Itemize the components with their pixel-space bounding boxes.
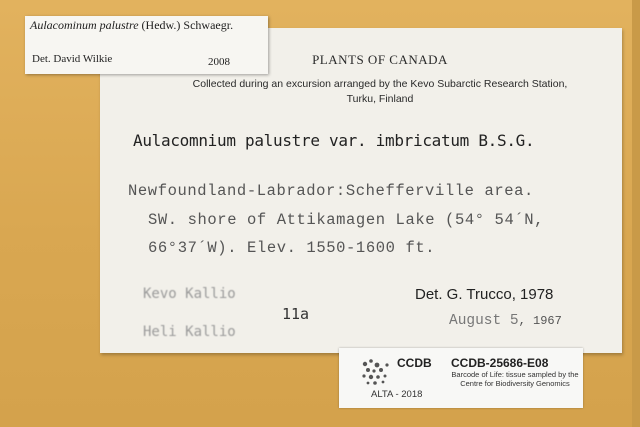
collector-faded-2: Heli Kallio <box>143 324 236 340</box>
barcode-note: Barcode of Life: tissue sampled by the Centre for Biodiversity Genomics <box>451 370 579 388</box>
locality-line-3: 66°37´W). Elev. 1550-1600 ft. <box>148 239 436 257</box>
institution-code: ALTA - 2018 <box>371 389 423 400</box>
slip-taxon-line <box>30 18 233 33</box>
collector-faded-1: Kevo Kallio <box>143 286 236 302</box>
slip-determiner: Det. David Wilkie <box>32 53 113 65</box>
slip-authority: (Hedw.) Schwaegr. <box>141 18 234 32</box>
label-taxon: Aulacomnium palustre var. imbricatum B.S.G. <box>133 131 535 150</box>
collection-date <box>449 313 562 329</box>
determination-slip <box>25 16 268 74</box>
slip-year: 2008 <box>208 56 230 68</box>
slip-taxon-name: Aulacominum palustre <box>30 18 139 32</box>
label-title: PLANTS OF CANADA <box>312 52 448 67</box>
collection-number: 11a <box>282 305 310 323</box>
date-year: , 1967 <box>518 314 562 328</box>
locality-line-1: Newfoundland-Labrador:Schefferville area. <box>128 182 534 200</box>
determined-by: Det. G. Trucco, 1978 <box>415 286 554 303</box>
label-subtitle-2: Turku, Finland <box>346 93 414 105</box>
locality-line-2: SW. shore of Attikamagen Lake (54° 54´N, <box>148 211 545 229</box>
date-handwritten: August 5 <box>449 313 519 329</box>
specimen-id: CCDB-25686-E08 <box>451 356 549 370</box>
ccdb-logo-text: CCDB <box>397 356 432 370</box>
ccdb-logo-icon <box>359 356 393 386</box>
label-subtitle-1: Collected during an excursion arranged by the Kevo Subarctic Research Station, <box>192 78 568 90</box>
barcode-label <box>339 348 583 408</box>
